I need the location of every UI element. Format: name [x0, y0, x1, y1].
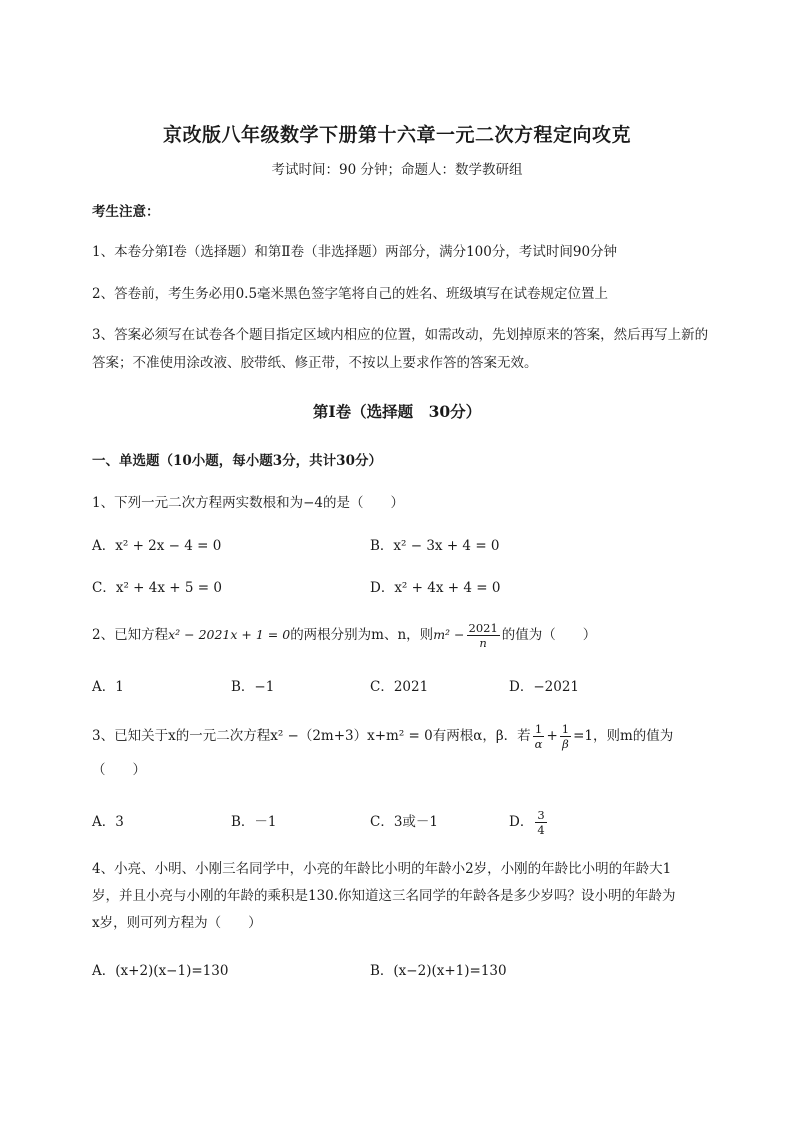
question-1-option-a: A．x² + 2x − 4 = 0	[92, 538, 222, 554]
notice-item-1: 1、本卷分第Ⅰ卷（选择题）和第Ⅱ卷（非选择题）两部分，满分100分，考试时间90分钟	[92, 244, 618, 260]
question-3-answer-blank: （ ）	[92, 762, 146, 778]
question-2-equation: x² − 2021x + 1 = 0	[168, 627, 291, 642]
question-2-stem-post: 的值为（ ）	[501, 627, 597, 643]
question-3-stem-pre: 3、已知关于x的一元二次方程x² −（2m+3）x+m² = 0有两根α，β．若	[92, 728, 531, 744]
question-3-option-d	[509, 803, 549, 841]
question-2-stem-mid: 的两根分别为m、n，则	[290, 627, 434, 643]
question-3-stem-post: =1，则m的值为	[573, 728, 674, 744]
question-3-fraction-2-numerator: 1	[561, 722, 570, 736]
question-3-fraction-1	[533, 722, 545, 751]
question-3-option-b: B．－1	[231, 814, 277, 830]
question-2-fraction-denominator: n	[479, 636, 487, 650]
page-title: 京改版八年级数学下册第十六章一元二次方程定向攻克	[162, 124, 631, 146]
question-1-option-d: D．x² + 4x + 4 = 0	[370, 580, 501, 596]
question-3-option-c: C．3或－1	[370, 814, 439, 830]
question-2-stem	[92, 620, 712, 650]
exam-info: 考试时间：90 分钟；命题人：数学教研组	[271, 162, 523, 178]
question-2-fraction-numerator: 2021	[468, 621, 498, 635]
question-3-option-d-numerator: 3	[537, 808, 545, 822]
question-1-option-b: B．x² − 3x + 4 = 0	[370, 538, 500, 554]
question-4-option-b: B．(x−2)(x+1)=130	[370, 963, 507, 979]
question-2-fraction	[467, 621, 500, 650]
question-2-option-d: D．−2021	[509, 679, 579, 695]
question-4-stem-line-3: x岁，则可列方程为（ ）	[92, 915, 262, 931]
question-1-stem: 1、下列一元二次方程两实数根和为−4的是（ ）	[92, 495, 404, 511]
question-3-plus: +	[546, 728, 558, 744]
notice-heading: 考生注意：	[92, 204, 160, 220]
question-3-fraction-1-numerator: 1	[533, 722, 545, 737]
question-4-option-a: A．(x+2)(x−1)=130	[92, 963, 229, 979]
question-2-option-a: A．1	[92, 679, 124, 695]
question-3-fraction-2	[560, 722, 571, 751]
question-2-option-b: B．−1	[231, 679, 275, 695]
notice-item-3: 3、答案必须写在试卷各个题目指定区域内相应的位置，如需改动，先划掉原来的答案，然后再写上新的答案；不准使用涂改液、胶带纸、修正带，不按以上要求作答的答案无效。	[92, 327, 709, 371]
part-heading: 一、单选题（10小题，每小题3分，共计30分）	[92, 453, 382, 469]
question-3-option-d-fraction	[535, 808, 546, 837]
question-2-expression: m² −	[433, 627, 465, 642]
question-2-option-c: C．2021	[370, 679, 429, 695]
question-3-option-a: A．3	[92, 814, 124, 830]
question-3-option-d-denominator: 4	[537, 823, 545, 837]
section-title: 第Ⅰ卷（选择题 30分）	[312, 402, 482, 421]
question-4-stem-line-1: 4、小亮、小明、小刚三名同学中，小亮的年龄比小明的年龄小2岁，小刚的年龄比小明的年龄大1	[92, 861, 672, 877]
question-1-option-c: C．x² + 4x + 5 = 0	[92, 580, 222, 596]
question-3-option-d-label: D．	[509, 814, 534, 830]
question-4-stem-line-2: 岁，并且小亮与小刚的年龄的乘积是130.你知道这三名同学的年龄各是多少岁吗？设小明的年龄为	[92, 888, 676, 904]
question-3-fraction-1-denominator: α	[534, 737, 543, 751]
notice-item-2: 2、答卷前，考生务必用0.5毫米黑色签字笔将自己的姓名、班级填写在试卷规定位置上	[92, 286, 609, 302]
question-2-stem-pre: 2、已知方程	[92, 627, 169, 643]
question-3-stem	[92, 721, 712, 751]
question-3-fraction-2-denominator: β	[562, 737, 569, 751]
